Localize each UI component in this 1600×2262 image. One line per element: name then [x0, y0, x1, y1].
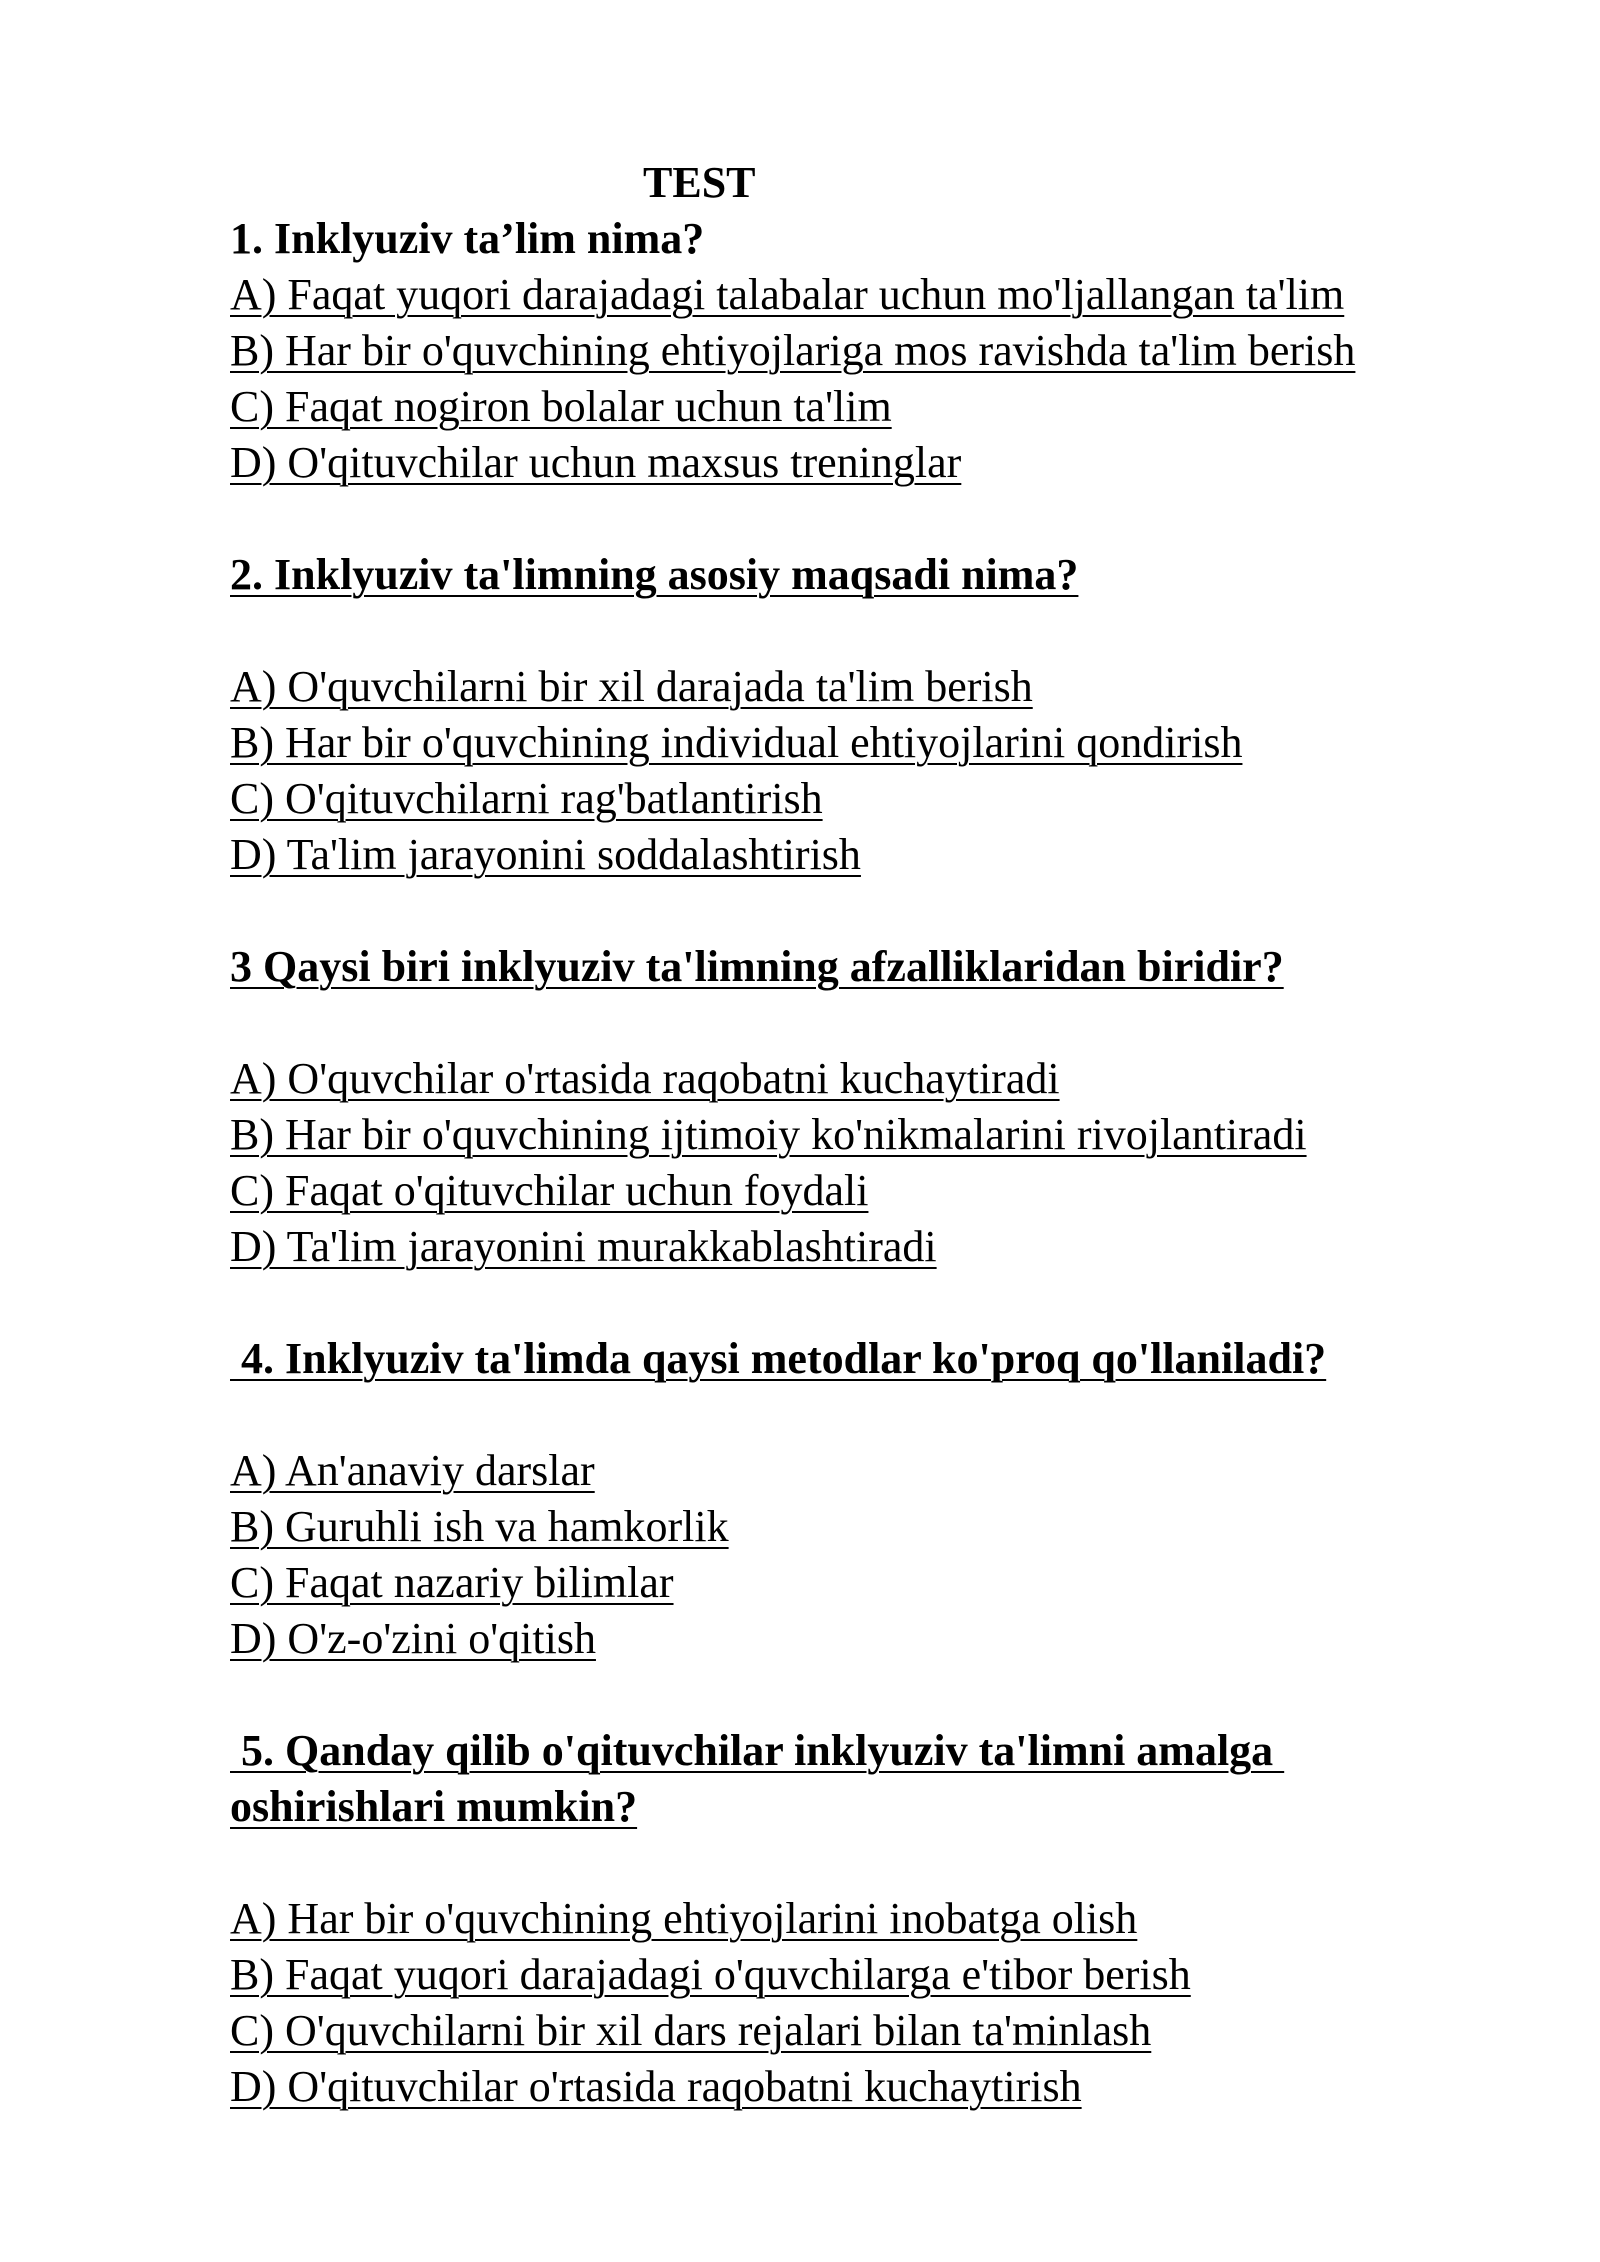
answer-option: B) Guruhli ish va hamkorlik: [230, 1502, 729, 1551]
question-text-line-2: oshirishlari mumkin?: [230, 1782, 638, 1831]
answer-option: C) Faqat nogiron bolalar uchun ta'lim: [230, 382, 892, 431]
answer-option: D) Ta'lim jarayonini soddalashtirish: [230, 830, 861, 879]
answer-option: C) O'qituvchilarni rag'batlantirish: [230, 774, 823, 823]
answer-option: C) O'quvchilarni bir xil dars rejalari bilan ta'minlash: [230, 2006, 1152, 2055]
answer-option: B) Faqat yuqori darajadagi o'quvchilarga e'tibor berish: [230, 1950, 1191, 1999]
answer-option: A) O'quvchilar o'rtasida raqobatni kuchaytiradi: [230, 1054, 1060, 1103]
answer-option: A) Har bir o'quvchining ehtiyojlarini inobatga olish: [230, 1894, 1138, 1943]
blank-line: [230, 1275, 1530, 1331]
question-3: [230, 939, 1530, 1275]
blank-line: [230, 883, 1530, 939]
question-4: [230, 1331, 1530, 1667]
answer-option: C) Faqat nazariy bilimlar: [230, 1558, 674, 1607]
blank-line: [230, 995, 1530, 1051]
blank-line: [230, 1387, 1530, 1443]
question-2: [230, 547, 1530, 883]
question-text: 3 Qaysi biri inklyuziv ta'limning afzalliklaridan biridir?: [230, 942, 1284, 991]
question-text-line-1: 5. Qanday qilib o'qituvchilar inklyuziv ta'limni amalga: [230, 1726, 1285, 1775]
answer-option: B) Har bir o'quvchining ijtimoiy ko'nikmalarini rivojlantiradi: [230, 1110, 1307, 1159]
blank-line: [230, 1667, 1530, 1723]
question-5: [230, 1723, 1530, 2115]
answer-option: A) O'quvchilarni bir xil darajada ta'lim berish: [230, 662, 1033, 711]
answer-option: B) Har bir o'quvchining individual ehtiyojlarini qondirish: [230, 718, 1243, 767]
blank-line: [230, 491, 1530, 547]
document-body: [230, 211, 1530, 2115]
answer-option: D) O'z-o'zini o'qitish: [230, 1614, 596, 1663]
answer-option: A) An'anaviy darslar: [230, 1446, 595, 1495]
answer-option: D) Ta'lim jarayonini murakkablashtiradi: [230, 1222, 937, 1271]
answer-option: C) Faqat o'qituvchilar uchun foydali: [230, 1166, 869, 1215]
blank-line: [230, 603, 1530, 659]
document-title: TEST: [643, 158, 756, 207]
answer-option: D) O'qituvchilar uchun maxsus treninglar: [230, 438, 962, 487]
answer-option: D) O'qituvchilar o'rtasida raqobatni kuchaytirish: [230, 2062, 1082, 2111]
blank-line: [230, 1835, 1530, 1891]
question-text: 1. Inklyuziv ta’lim nima?: [230, 214, 705, 263]
question-1: [230, 211, 1530, 491]
question-text: 2. Inklyuziv ta'limning asosiy maqsadi nima?: [230, 550, 1079, 599]
answer-option: A) Faqat yuqori darajadagi talabalar uchun mo'ljallangan ta'lim: [230, 270, 1345, 319]
question-text: 4. Inklyuziv ta'limda qaysi metodlar ko'proq qo'llaniladi?: [230, 1334, 1327, 1383]
answer-option: B) Har bir o'quvchining ehtiyojlariga mos ravishda ta'lim berish: [230, 326, 1356, 375]
